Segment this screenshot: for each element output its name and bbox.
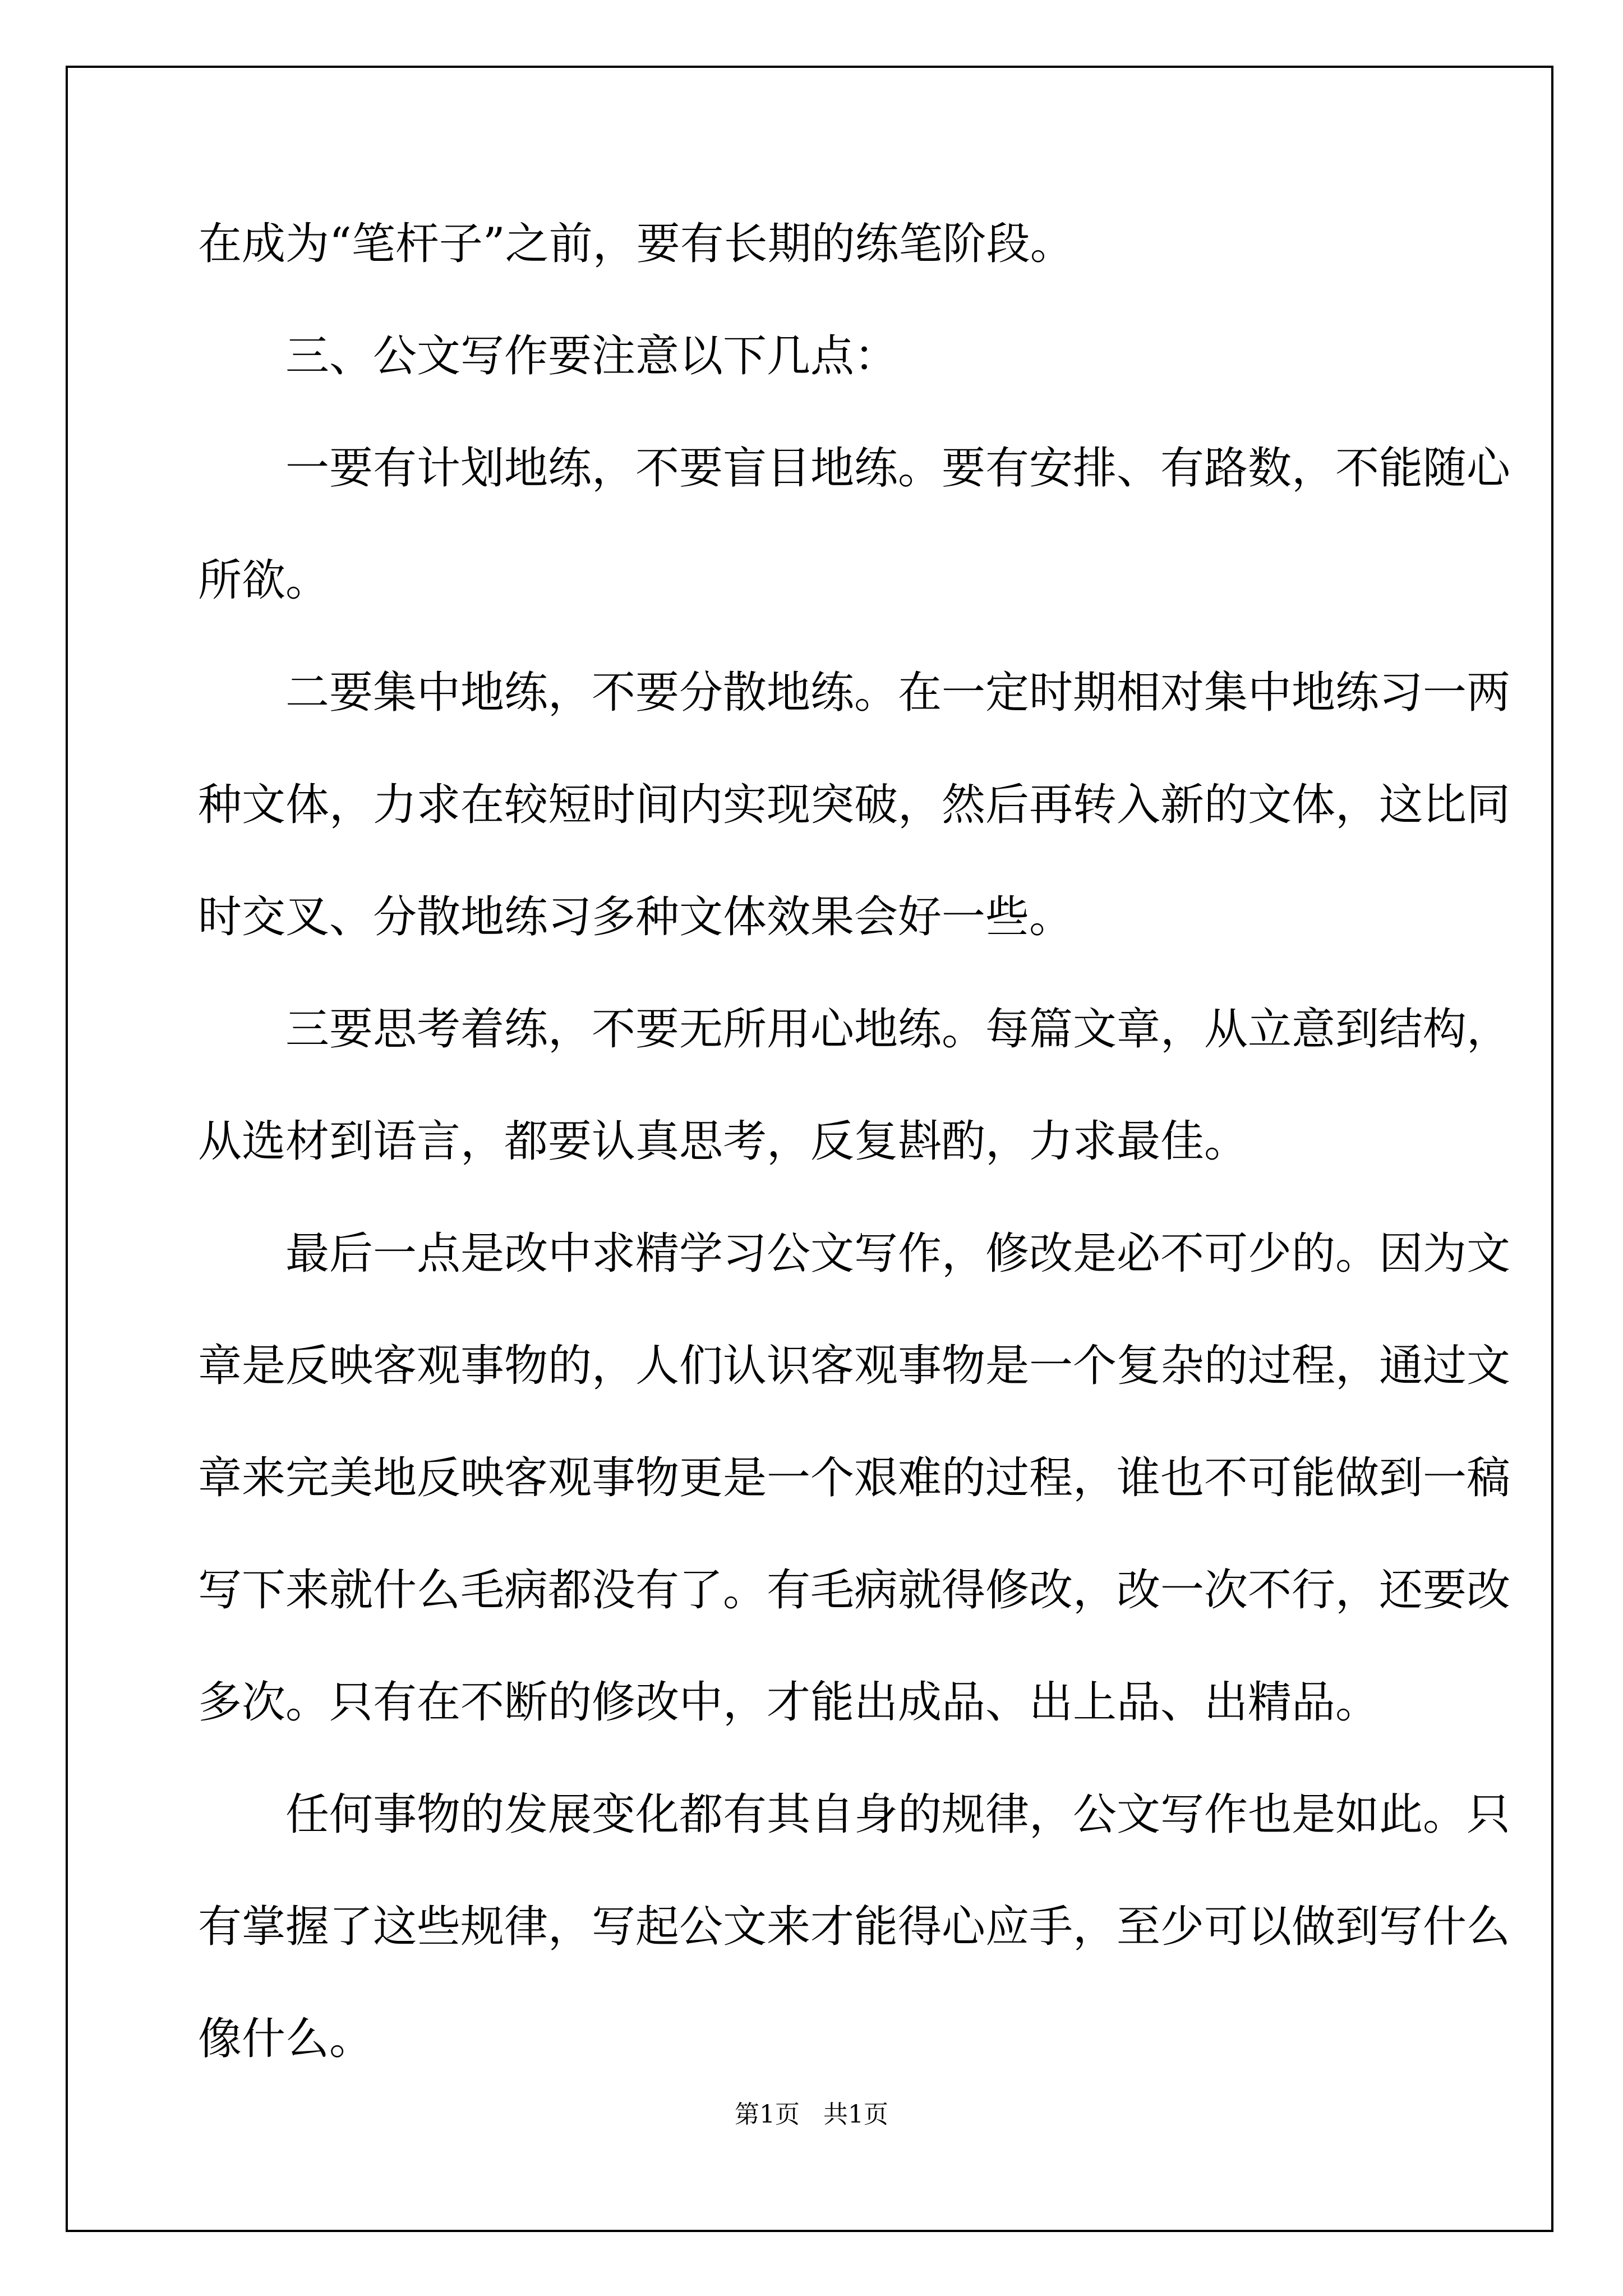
- text-line: 二要集中地练，不要分散地练。在一定时期相对集中地练习一两: [285, 668, 1511, 718]
- text-line: 最后一点是改中求精学习公文写作，修改是必不可少的。因为文: [285, 1228, 1511, 1279]
- text-line: 所欲。: [198, 555, 330, 606]
- text-line: 像什么。: [198, 2014, 374, 2064]
- text-line: 章是反映客观事物的，人们认识客观事物是一个复杂的过程，通过文: [198, 1341, 1511, 1391]
- text-line: 三要思考着练，不要无所用心地练。每篇文章，从立意到结构，: [285, 1004, 1511, 1055]
- text-line: 写下来就什么毛病都没有了。有毛病就得修改，改一次不行，还要改: [198, 1565, 1511, 1616]
- page-number: 第1页 共1页: [735, 2100, 888, 2129]
- text-line: 有掌握了这些规律，写起公文来才能得心应手，至少可以做到写什么: [198, 1902, 1511, 1952]
- text-line: 种文体，力求在较短时间内实现突破，然后再转入新的文体，这比同: [198, 780, 1511, 830]
- text-line: 三、公文写作要注意以下几点：: [285, 331, 898, 381]
- text-line: 从选材到语言，都要认真思考，反复斟酌，力求最佳。: [198, 1116, 1248, 1167]
- text-line: 多次。只有在不断的修改中，才能出成品、出上品、出精品。: [198, 1677, 1380, 1728]
- text-line: 任何事物的发展变化都有其自身的规律，公文写作也是如此。只: [285, 1789, 1511, 1840]
- text-line: 章来完美地反映客观事物更是一个艰难的过程，谁也不可能做到一稿: [198, 1453, 1511, 1503]
- text-line: 在成为“笔杆子”之前，要有长期的练笔阶段。: [198, 219, 1074, 269]
- text-line: 一要有计划地练，不要盲目地练。要有安排、有路数，不能随心: [285, 443, 1511, 494]
- text-line: 时交叉、分散地练习多种文体效果会好一些。: [198, 892, 1073, 942]
